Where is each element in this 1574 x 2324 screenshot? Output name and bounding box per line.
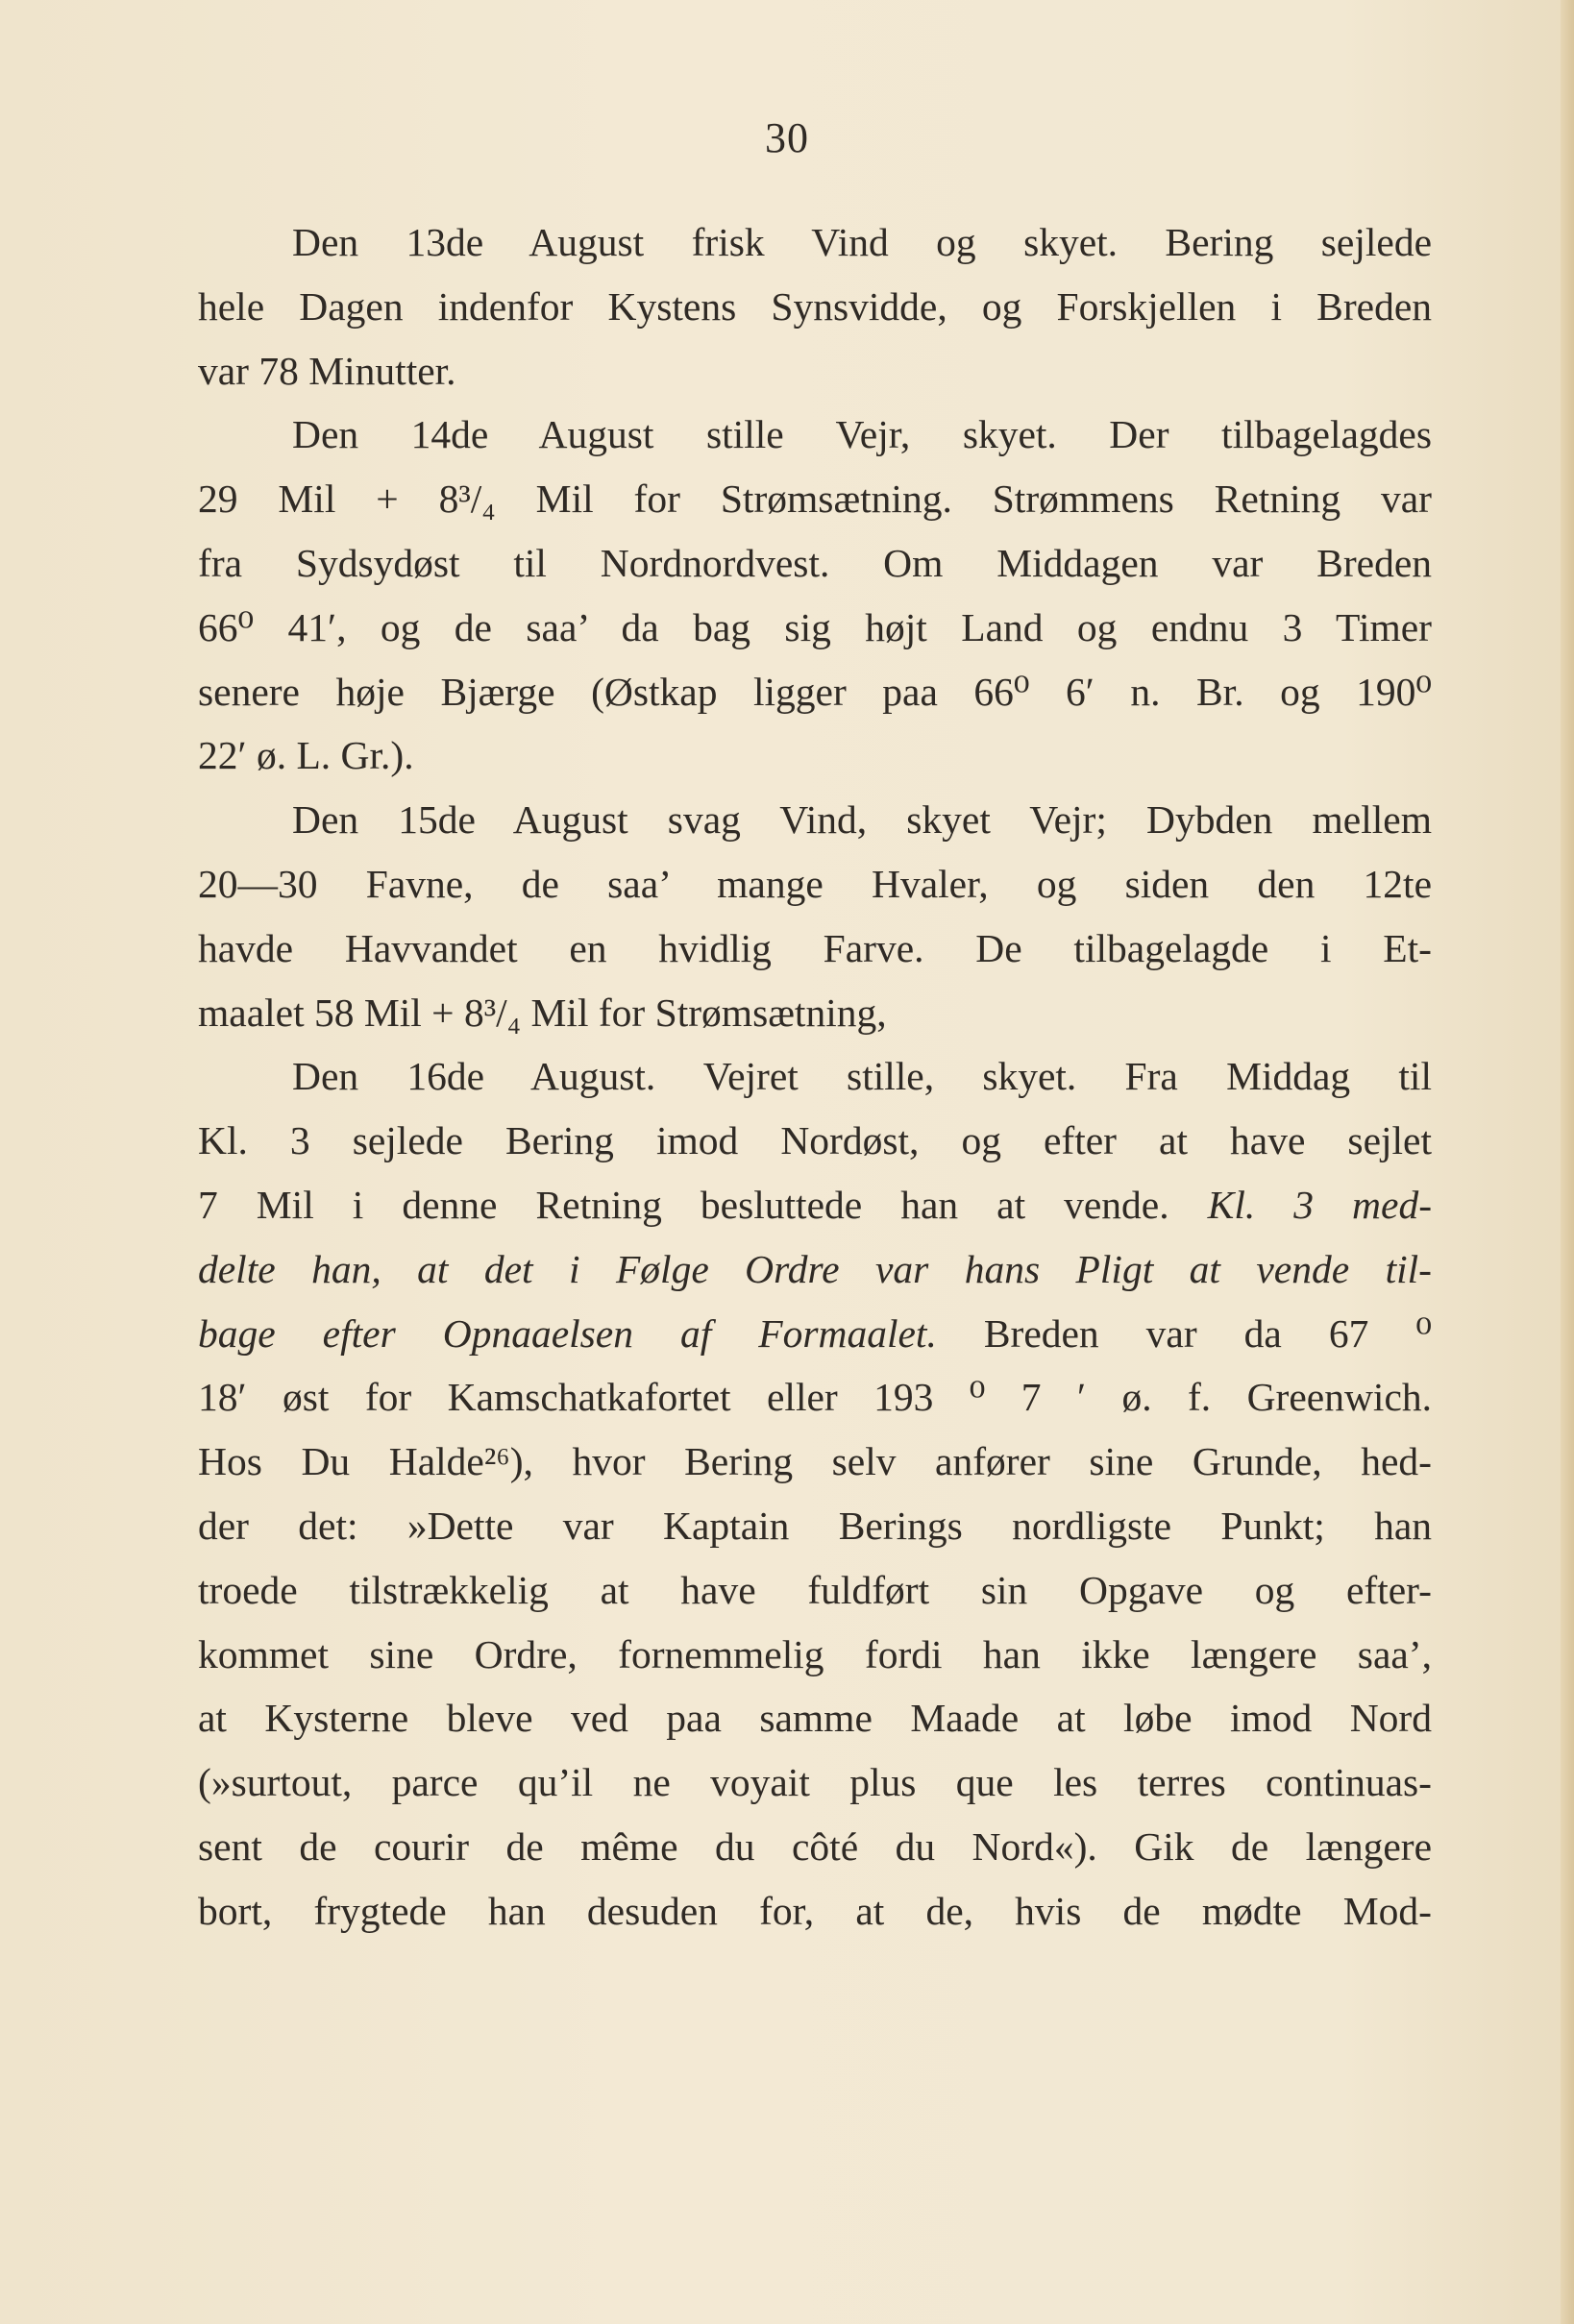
text-line: var 78 Minutter. xyxy=(198,348,456,393)
text-line: Kl. 3 sejlede Bering imod Nordøst, og efter at have sejlet xyxy=(198,1118,1432,1163)
text-line: 29 Mil + 8³/₄ Mil for Strømsætning. Strømmens Retning var xyxy=(198,477,1432,522)
text-line: delte han, at det i Følge Ordre var hans Pligt at vende til- xyxy=(198,1246,1432,1291)
page-edge xyxy=(1561,0,1574,2324)
text-line: 66⁰ 41ʹ, og de saa’ da bag sig højt Land og endnu 3 Timer xyxy=(198,604,1432,649)
text-line: Den 16de August. Vejret stille, skyet. Fra Middag til xyxy=(292,1054,1432,1099)
italic-segment: Kl. 3 med- xyxy=(1207,1182,1433,1227)
text-line: 20—30 Favne, de saa’ mange Hvaler, og siden den 12te xyxy=(198,861,1432,906)
text-line: Den 15de August svag Vind, skyet Vejr; Dybden mellem xyxy=(292,797,1432,843)
text-segment: 7 Mil i denne Retning besluttede han at vende. xyxy=(198,1182,1169,1227)
text-segment: Breden var da 67 ⁰ xyxy=(983,1310,1432,1356)
body-text xyxy=(198,210,1432,1944)
text-line: at Kysterne bleve ved paa samme Maade at løbe imod Nord xyxy=(198,1696,1432,1741)
text-line: der det: »Dette var Kaptain Berings nordligste Punkt; han xyxy=(198,1503,1432,1548)
text-line: kommet sine Ordre, fornemmelig fordi han ikke længere saa’, xyxy=(198,1631,1432,1676)
text-line: senere høje Bjærge (Østkap ligger paa 66⁰ 6ʹ n. Br. og 190⁰ xyxy=(198,669,1432,714)
italic-segment: bage efter Opnaaelsen af Formaalet. xyxy=(198,1310,937,1356)
text-line: sent de courir de même du côté du Nord«). Gik de længere xyxy=(198,1823,1432,1869)
text-line: bort, frygtede han desuden for, at de, hvis de mødte Mod- xyxy=(198,1888,1432,1933)
text-line: troede tilstrækkelig at have fuldført sin Opgave og efter- xyxy=(198,1567,1432,1612)
text-line: 22ʹ ø. L. Gr.). xyxy=(198,733,414,778)
text-line xyxy=(198,1302,1432,1366)
text-line: Den 14de August stille Vejr, skyet. Der tilbagelagdes xyxy=(292,412,1432,457)
text-line: havde Havvandet en hvidlig Farve. De tilbagelagde i Et- xyxy=(198,925,1432,970)
text-line: Den 13de August frisk Vind og skyet. Bering sejlede xyxy=(292,220,1432,264)
text-line: maalet 58 Mil + 8³/₄ Mil for Strømsætning, xyxy=(198,990,887,1035)
text-line: (»surtout, parce qu’il ne voyait plus que les terres continuas- xyxy=(198,1760,1432,1805)
page-number: 30 xyxy=(765,114,809,161)
text-line: Hos Du Halde²⁶), hvor Bering selv anfører sine Grunde, hed- xyxy=(198,1439,1432,1484)
text-line xyxy=(198,1173,1432,1237)
text-line: hele Dagen indenfor Kystens Synsvidde, og Forskjellen i Breden xyxy=(198,283,1432,329)
text-line: 18ʹ øst for Kamschatkafortet eller 193 ⁰ 7 ʹ ø. f. Greenwich. xyxy=(198,1375,1432,1420)
text-line: fra Sydsydøst til Nordnordvest. Om Middagen var Breden xyxy=(198,540,1432,585)
